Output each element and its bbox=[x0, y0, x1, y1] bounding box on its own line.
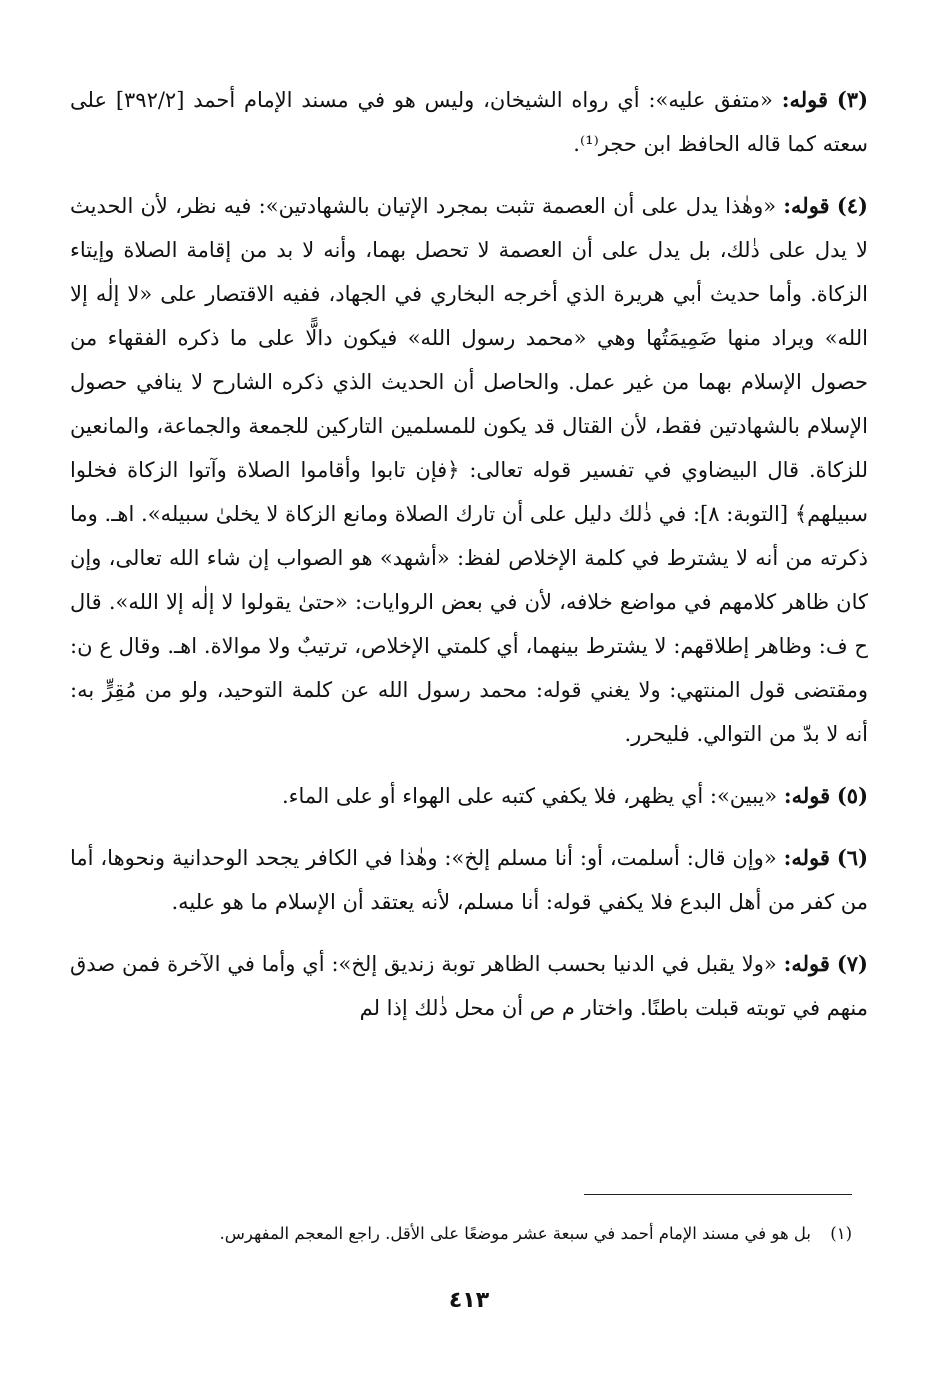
paragraph-number: (٤) bbox=[836, 193, 868, 218]
paragraph-4 bbox=[70, 184, 868, 756]
paragraph-keyword: قوله: bbox=[781, 87, 829, 112]
paragraph-keyword: قوله: bbox=[783, 783, 831, 808]
footnote-number: (١) bbox=[830, 1224, 852, 1243]
paragraph-number: (٦) bbox=[836, 845, 868, 870]
paragraph-text: «متفق عليه»: أي رواه الشيخان، وليس هو في مسند الإمام أحمد [٣٩٢/٢] على سعته كما قاله الحافظ ابن حجر⁽¹⁾. bbox=[70, 88, 868, 156]
paragraph-3 bbox=[70, 78, 868, 166]
paragraph-text: «وهٰذا يدل على أن العصمة تثبت بمجرد الإتيان بالشهادتين»: فيه نظر، لأن الحديث لا يدل على ذٰلك، بل يدل على أن العصمة لا تحصل بهما، وأنه لا بد من إقامة الصلاة وإيتاء الزكاة. وأما حديث أبي هريرة الذي أخرجه البخاري في الجهاد، ففيه الاقتصار على «لا إلٰه إلا الله» ويراد منها ضَمِيمَتُها وهي «محمد رسول الله» فيكون دالًّا على ما ذكره الفقهاء من حصول الإسلام بهما من غير عمل. والحاصل أن الحديث الذي ذكره الشارح لا ينافي حصول الإسلام بالشهادتين فقط، لأن القتال قد يكون للمسلمين التاركين للجمعة والجماعة، والمانعين للزكاة. قال البيضاوي في تفسير قوله تعالى: ﴿فإن تابوا وأقاموا الصلاة وآتوا الزكاة فخلوا سبيلهم﴾ [التوبة: ٨]: في ذٰلك دليل على أن تارك الصلاة ومانع الزكاة لا يخلىٰ سبيله». اهـ. وما ذكرته من أنه لا يشترط في كلمة الإخلاص لفظ: «أشهد» هو الصواب إن شاء الله تعالى، وإن كان ظاهر كلامهم في مواضع خلافه، لأن في بعض الروايات: «حتىٰ يقولوا لا إلٰه إلا الله». قال ح ف: وظاهر إطلاقهم: لا يشترط بينهما، أي كلمتي الإخلاص، ترتيبٌ ولا موالاة. اهـ. وقال ع ن: ومقتضى قول المنتهي: ولا يغني قوله: محمد رسول الله عن كلمة التوحيد، ولو من مُقِرٍّ به: أنه لا بدّ من التوالي. فليحرر. bbox=[70, 194, 868, 746]
paragraph-5 bbox=[70, 774, 868, 818]
paragraph-6 bbox=[70, 836, 868, 924]
paragraph-keyword: قوله: bbox=[783, 193, 830, 218]
paragraph-number: (٧) bbox=[836, 951, 868, 976]
paragraph-number: (٣) bbox=[836, 87, 869, 112]
paragraph-text: «يبين»: أي يظهر، فلا يكفي كتبه على الهواء أو على الماء. bbox=[281, 784, 778, 808]
footnote bbox=[70, 1220, 852, 1248]
paragraph-text: «ولا يقبل في الدنيا بحسب الظاهر توبة زنديق إلخ»: أي وأما في الآخرة فمن صدق منهم في توبته قبلت باطنًا. واختار م ص أن محل ذٰلك إذا لم bbox=[70, 952, 868, 1020]
page-number: ٤١٣ bbox=[448, 1288, 490, 1313]
paragraph-7 bbox=[70, 942, 868, 1030]
page-body bbox=[70, 78, 868, 1048]
paragraph-number: (٥) bbox=[836, 783, 868, 808]
paragraph-keyword: قوله: bbox=[783, 951, 830, 976]
footnote-text: بل هو في مسند الإمام أحمد في سبعة عشر موضعًا على الأقل. راجع المعجم المفهرس. bbox=[219, 1224, 811, 1243]
paragraph-keyword: قوله: bbox=[783, 845, 830, 870]
footnote-divider bbox=[584, 1194, 852, 1195]
paragraph-text: «وإن قال: أسلمت، أو: أنا مسلم إلخ»: وهٰذا في الكافر يجحد الوحدانية ونحوها، أما من كفر من أهل البدع فلا يكفي قوله: أنا مسلم، لأنه يعتقد أن الإسلام ما هو عليه. bbox=[70, 846, 868, 914]
